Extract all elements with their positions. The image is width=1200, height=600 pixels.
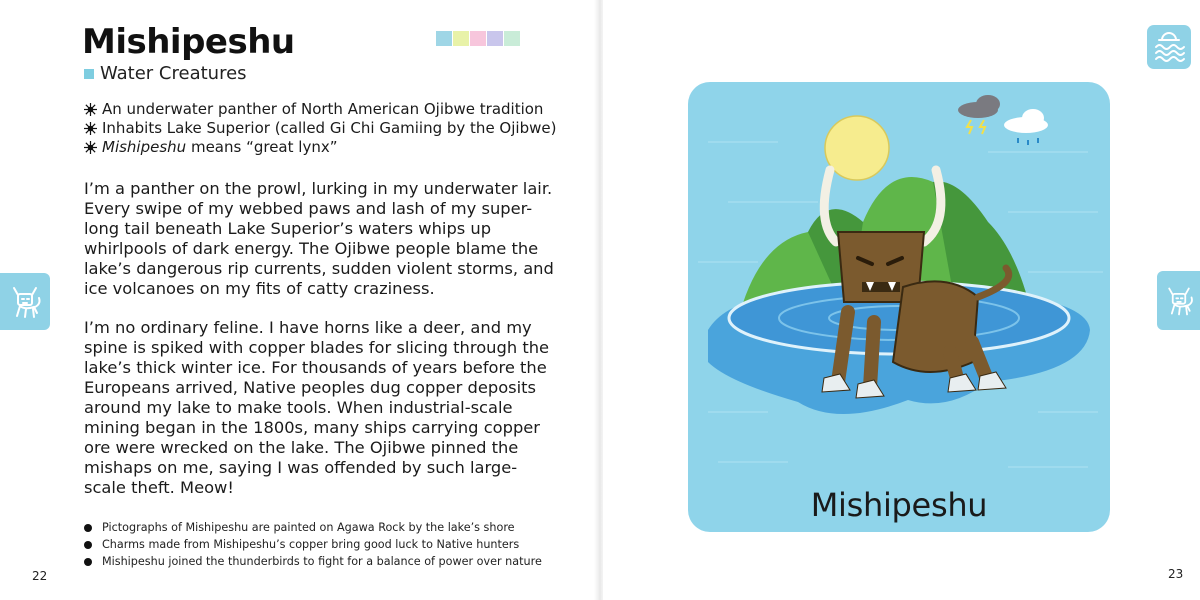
rain-cloud-icon: [1004, 109, 1048, 133]
swatch: [487, 31, 503, 46]
footnote-item: [84, 536, 542, 553]
water-waves-icon: [1152, 30, 1186, 64]
sunburst-bullet-icon: [84, 141, 97, 154]
fact-text: Inhabits Lake Superior (called Gi Chi Gamiing by the Ojibwe): [102, 119, 557, 137]
card-label: Mishipeshu: [810, 486, 988, 524]
fact-text: means “great lynx”: [186, 138, 338, 156]
body-paragraph-1: I’m a panther on the prowl, lurking in my underwater lair. Every swipe of my webbed paws and lash of my super-long tail beneath Lake Superior’s waters whips up whirlpools of dark energy. The Ojibwe people blame the lake’s dangerous rip currents, sudden violent storms, and ice volcanoes on my fits of catty craziness.: [84, 179, 554, 298]
fact-text: An underwater panther of North American Ojibwe tradition: [102, 100, 544, 118]
storm-cloud-icon: [958, 95, 1000, 118]
page-number-left: 22: [32, 569, 48, 583]
creature-thumb-tab: [0, 273, 50, 330]
mishipeshu-silhouette-icon: [1162, 281, 1196, 321]
body-paragraph-2: I’m no ordinary feline. I have horns like a deer, and my spine is spiked with copper blades for slicing through the lake’s thick winter ice. For thousands of years before the Europeans arrived, Native peoples dug copper deposits around my lake to make tools. When industrial-scale mining began in the 1800s, many ships carrying copper ore were wrecked on the lake. The Ojibwe pinned the mishaps on me, saying I was offended by such large-scale theft. Meow!: [84, 318, 550, 497]
footnote-text: Mishipeshu joined the thunderbirds to fight for a balance of power over nature: [102, 555, 542, 568]
left-page: [0, 0, 597, 600]
category-square-icon: [84, 69, 94, 79]
color-swatch-strip: [436, 31, 520, 46]
fact-item: [84, 119, 556, 138]
fact-item: [84, 138, 556, 157]
swatch: [470, 31, 486, 46]
page-number-right: 23: [1168, 567, 1184, 581]
page-title: Mishipeshu: [82, 22, 295, 62]
fact-item: [84, 100, 556, 119]
swatch: [504, 31, 520, 46]
footnote-text: Charms made from Mishipeshu’s copper bring good luck to Native hunters: [102, 538, 520, 551]
footnote-text: Pictographs of Mishipeshu are painted on Agawa Rock by the lake’s shore: [102, 521, 515, 534]
sunburst-bullet-icon: [84, 122, 97, 135]
bullet-dot-icon: [84, 541, 92, 549]
fact-italic-term: Mishipeshu: [102, 138, 187, 156]
creature-thumb-tab-right: [1157, 271, 1200, 330]
swatch: [436, 31, 452, 46]
mishipeshu-illustration: [688, 82, 1110, 532]
bullet-dot-icon: [84, 524, 92, 532]
footnote-item: [84, 553, 542, 570]
swatch: [453, 31, 469, 46]
footnote-item: [84, 519, 542, 536]
bullet-dot-icon: [84, 558, 92, 566]
category-label: [84, 63, 247, 84]
creature-illustration-card: [688, 82, 1110, 532]
water-category-badge: [1147, 25, 1191, 69]
mishipeshu-silhouette-icon: [6, 282, 44, 322]
category-text: Water Creatures: [100, 63, 247, 84]
sunburst-bullet-icon: [84, 103, 97, 116]
footnote-list: [84, 519, 542, 570]
fact-list: [84, 100, 556, 157]
